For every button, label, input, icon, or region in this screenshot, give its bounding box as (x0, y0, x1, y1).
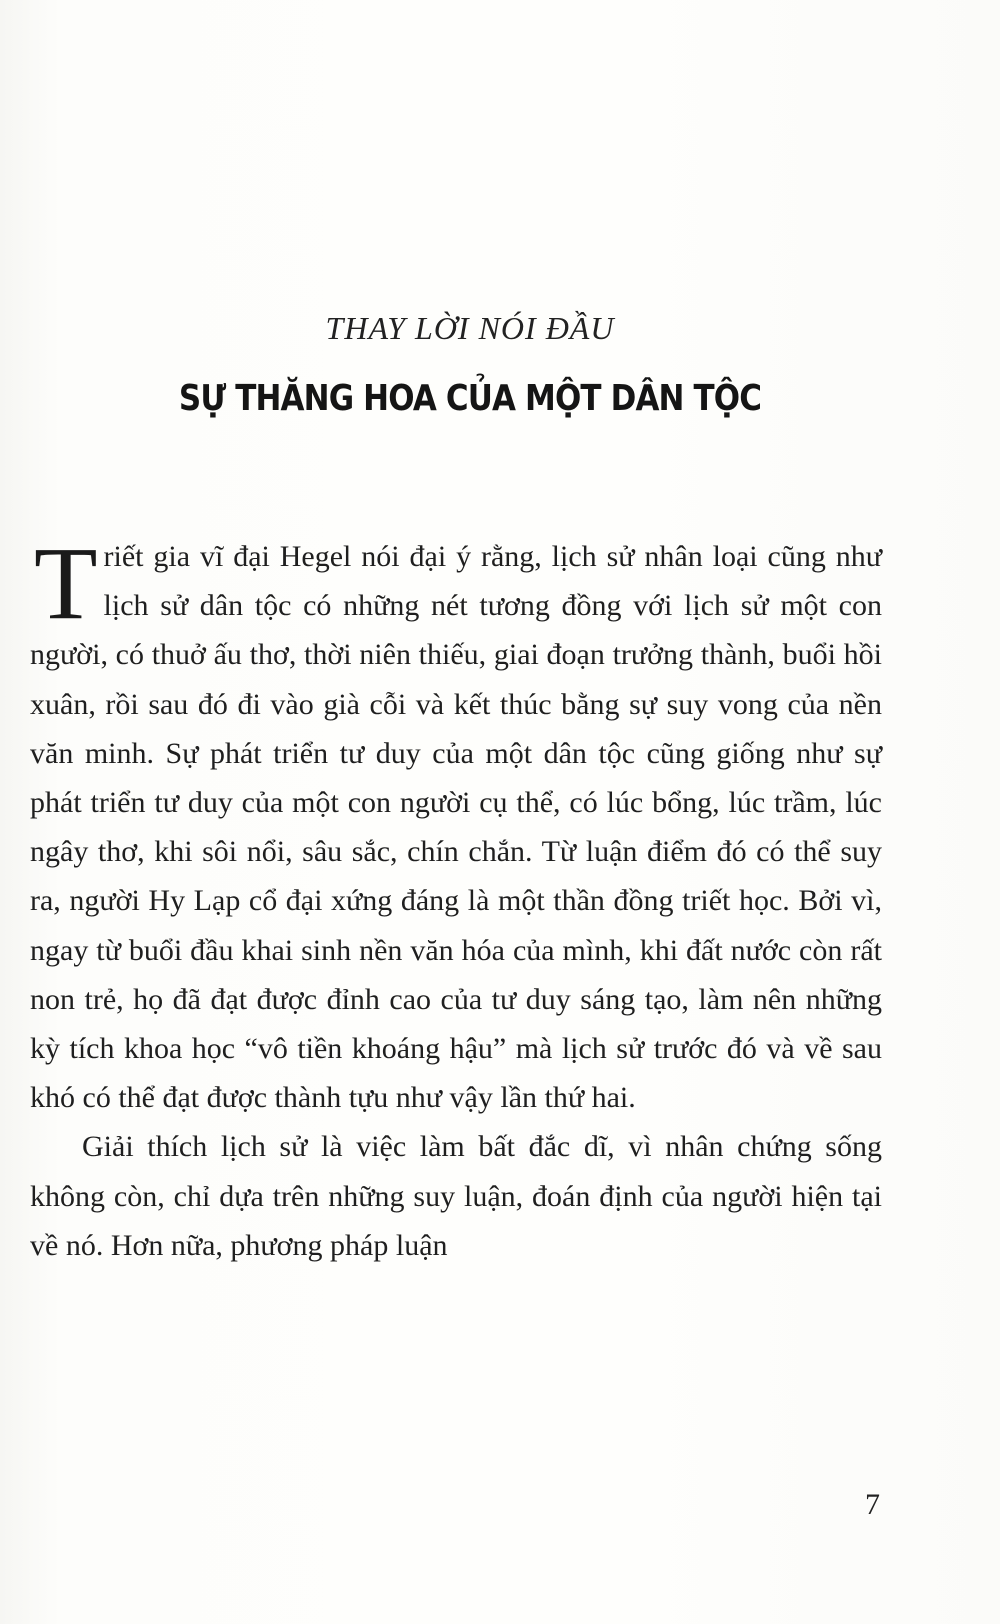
paragraph-2: Giải thích lịch sử là việc làm bất đắc dĩ, vì nhân chứng sống không còn, chỉ dựa trên những suy luận, đoán định của người hiện tại về nó. Hơn nữa, phương pháp luận (30, 1130, 882, 1262)
paragraph-1 (30, 526, 882, 1122)
body-text (30, 526, 882, 1270)
drop-cap: T (34, 526, 98, 641)
show-through-texture (40, 95, 920, 145)
paragraph-1-text: riết gia vĩ đại Hegel nói đại ý rằng, lịch sử nhân loại cũng như lịch sử dân tộc có những nét tương đồng với lịch sử một con người, có thuở ấu thơ, thời niên thiếu, giai đoạn trưởng thành, buổi hồi xuân, rồi sau đó đi vào già cỗi và kết thúc bằng sự suy vong của nền văn minh. Sự phát triển tư duy của một dân tộc cũng giống như sự phát triển tư duy của một con người cụ thể, có lúc bổng, lúc trầm, lúc ngây thơ, khi sôi nổi, sâu sắc, chín chắn. Từ luận điểm đó có thể suy ra, người Hy Lạp cổ đại xứng đáng là một thần đồng triết học. Bởi vì, ngay từ buổi đầu khai sinh nền văn hóa của mình, khi đất nước còn rất non trẻ, họ đã đạt được đỉnh cao của tư duy sáng tạo, làm nên những kỳ tích khoa học “vô tiền khoáng hậu” mà lịch sử trước đó và về sau khó có thể đạt được thành tựu như vậy lần thứ hai. (30, 540, 882, 1115)
page-number: 7 (865, 1488, 880, 1521)
chapter-title: SỰ THĂNG HOA CỦA MỘT DÂN TỘC (178, 378, 762, 419)
section-label: THAY LỜI NÓI ĐẦU (325, 310, 615, 346)
